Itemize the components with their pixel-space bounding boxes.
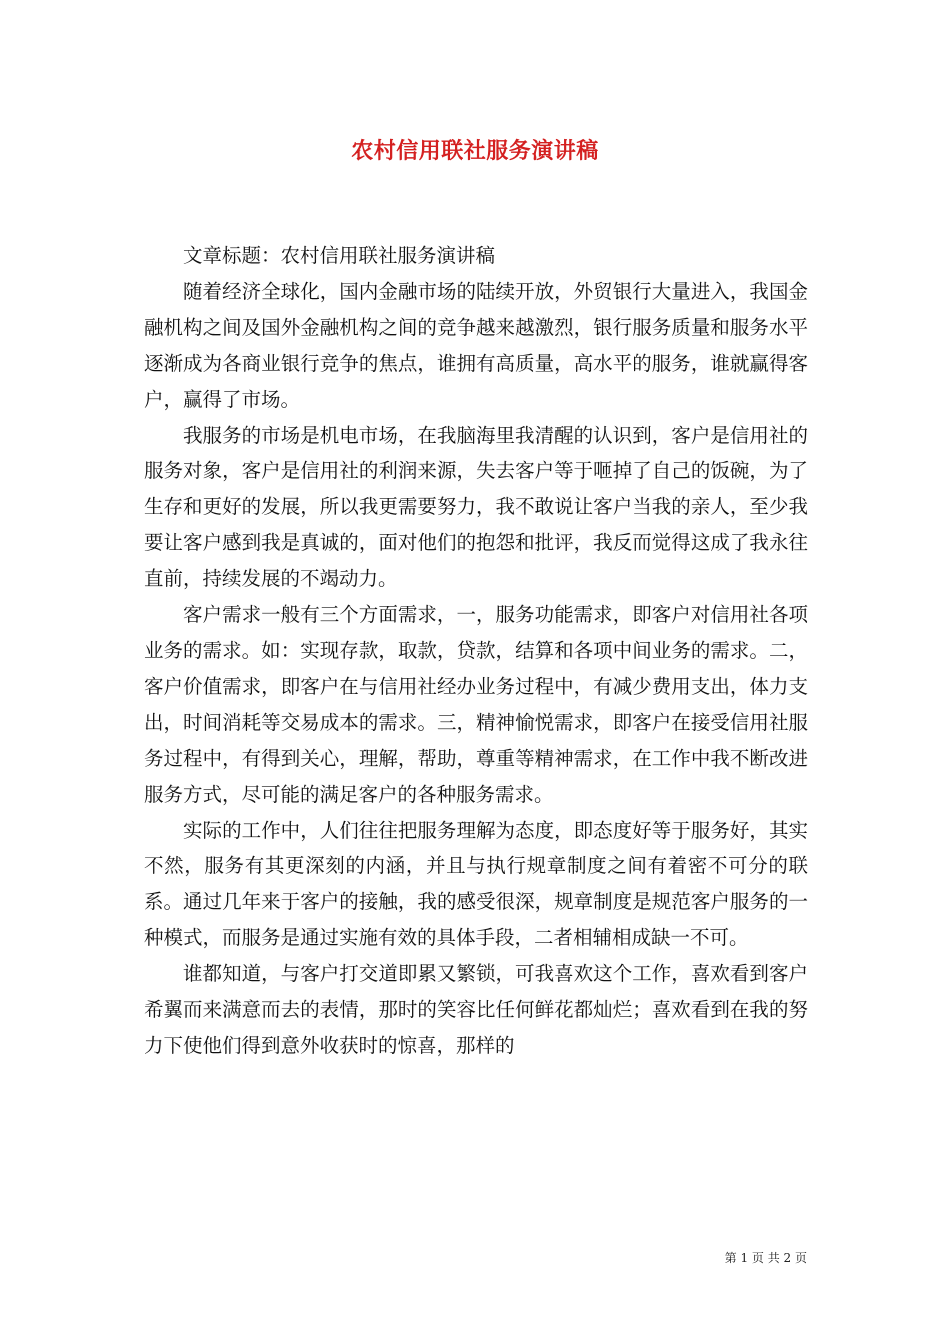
paragraph-1: 随着经济全球化，国内金融市场的陆续开放，外贸银行大量进入，我国金融机构之间及国外金融机构之间的竞争越来越激烈，银行服务质量和服务水平逐渐成为各商业银行竞争的焦点，谁拥有高质量，高水平的服务，谁就赢得客户，赢得了市场。 [144,279,808,411]
document-body [144,238,808,1064]
document-title: 农村信用联社服务演讲稿 [351,138,599,164]
page-number: 第 1 页 共 2 页 [724,1251,807,1265]
paragraph-3: 客户需求一般有三个方面需求，一，服务功能需求，即客户对信用社各项业务的需求。如：实现存款，取款，贷款，结算和各项中间业务的需求。二，客户价值需求，即客户在与信用社经办业务过程中，有减少费用支出，体力支出，时间消耗等交易成本的需求。三，精神愉悦需求，即客户在接受信用社服务过程中，有得到关心，理解，帮助，尊重等精神需求，在工作中我不断改进服务方式，尽可能的满足客户的各种服务需求。 [144,603,808,806]
paragraph-4: 实际的工作中，人们往往把服务理解为态度，即态度好等于服务好，其实不然，服务有其更深刻的内涵，并且与执行规章制度之间有着密不可分的联系。通过几年来于客户的接触，我的感受很深，规章制度是规范客户服务的一种模式，而服务是通过实施有效的具体手段，二者相辅相成缺一不可。 [144,818,808,950]
paragraph-2: 我服务的市场是机电市场，在我脑海里我清醒的认识到，客户是信用社的服务对象，客户是信用社的利润来源，失去客户等于咂掉了自己的饭碗，为了生存和更好的发展，所以我更需要努力，我不敢说让客户当我的亲人，至少我要让客户感到我是真诚的，面对他们的抱怨和批评，我反而觉得这成了我永往直前，持续发展的不竭动力。 [144,423,808,591]
paragraph-5: 谁都知道，与客户打交道即累又繁锁，可我喜欢这个工作，喜欢看到客户希翼而来满意而去的表情，那时的笑容比任何鲜花都灿烂；喜欢看到在我的努力下使他们得到意外收获时的惊喜，那样的 [144,962,808,1057]
article-heading-line: 文章标题：农村信用联社服务演讲稿 [183,244,496,267]
